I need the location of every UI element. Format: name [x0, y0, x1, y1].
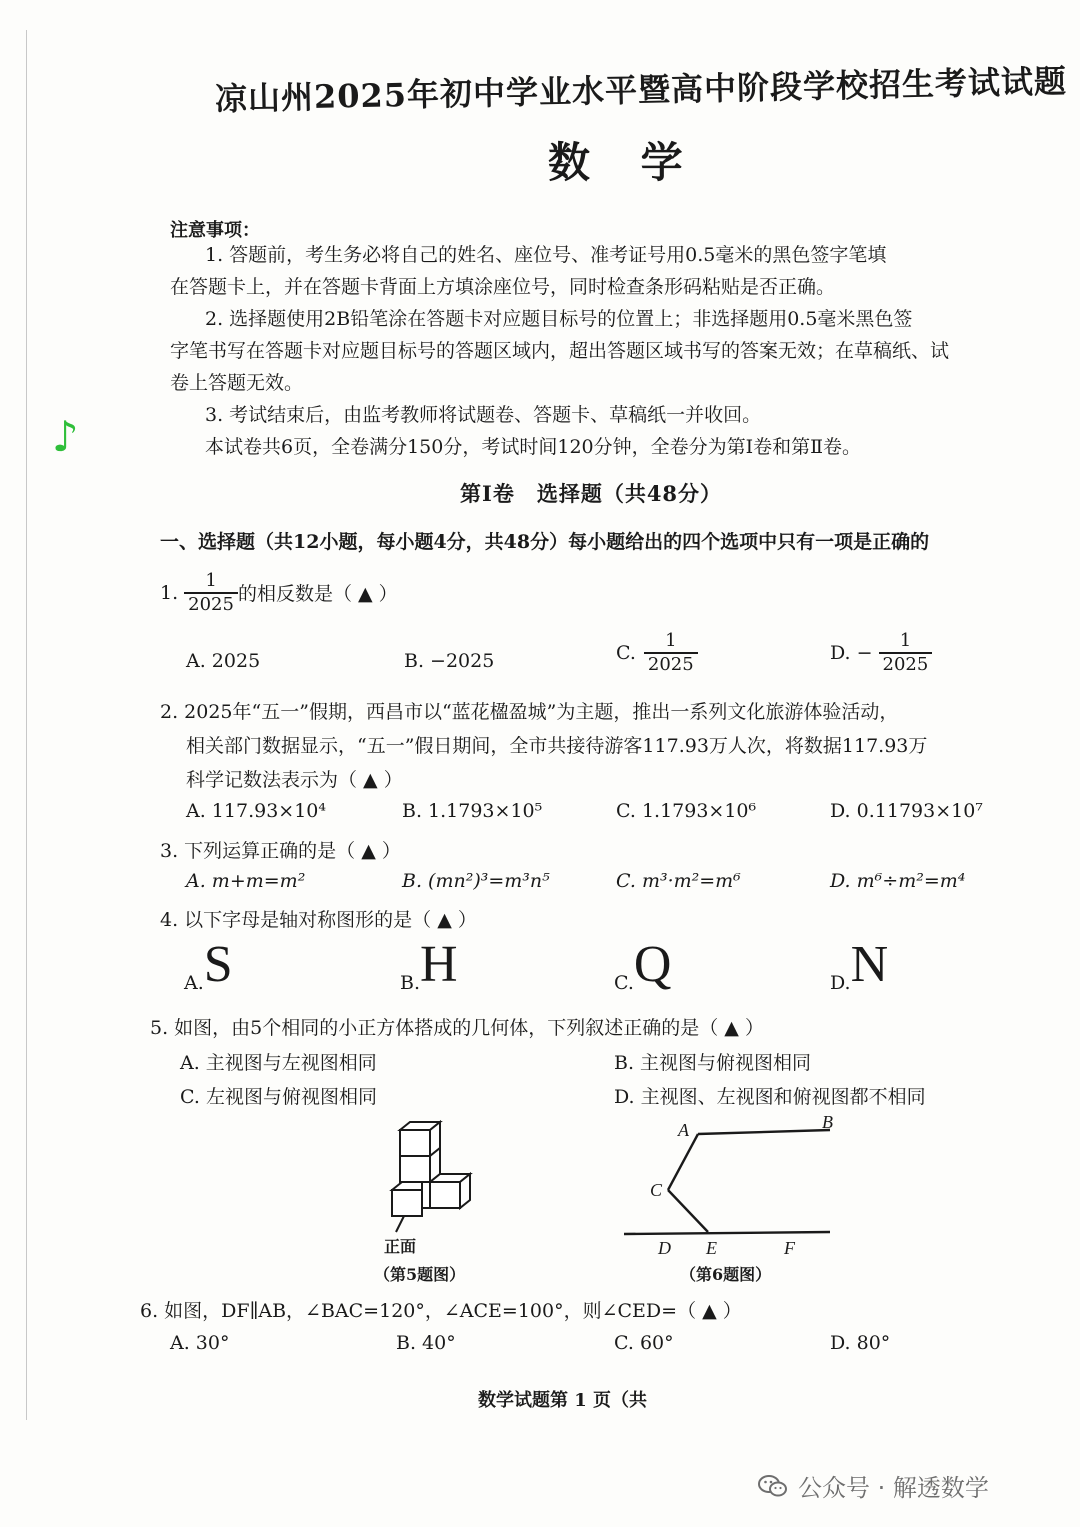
line-ac: [668, 1134, 698, 1190]
q1-option-a: A. 2025: [186, 650, 261, 672]
q5-option-b: B. 主视图与俯视图相同: [614, 1052, 812, 1074]
section-instructions: 一、选择题（共12小题，每小题4分，共48分）每小题给出的四个选项中只有一项是正确的: [160, 531, 930, 553]
q5-option-c: C. 左视图与俯视图相同: [180, 1086, 377, 1108]
q1-option-b: B. −2025: [404, 650, 495, 672]
q3-option-d: D. m⁶÷m²=m⁴: [830, 870, 966, 892]
question-text: 的相反数是（ ▲ ）: [237, 583, 398, 606]
figure-6-diagram: [620, 1114, 840, 1260]
q4-option-d: D. N: [830, 936, 889, 994]
question-5-stem: 5. 如图，由5个相同的小正方体搭成的几何体，下列叙述正确的是（ ▲ ）: [150, 1017, 764, 1039]
note-line: 本试卷共6页，全卷满分150分，考试时间120分钟，全卷分为第Ⅰ卷和第Ⅱ卷。: [205, 436, 862, 458]
question-number: 1.: [160, 581, 179, 604]
exam-title: 凉山州2025年初中学业水平暨高中阶段学校招生考试试题: [214, 62, 1068, 118]
q2-option-d: D. 0.11793×10⁷: [830, 800, 983, 822]
q3-option-b: B. (mn²)³=m³n⁵: [402, 870, 550, 892]
footer-fade: [700, 1380, 1060, 1416]
subject-title: 数 学: [548, 138, 701, 187]
q4-option-c: C. Q: [614, 936, 672, 994]
question-6-stem: 6. 如图，DF∥AB，∠BAC=120°，∠ACE=100°，则∠CED=（ ▲ ）: [140, 1300, 742, 1322]
line-ab: [698, 1130, 830, 1134]
q2-option-c: C. 1.1793×10⁶: [616, 800, 757, 822]
figure-5-caption: （第5题图）: [374, 1265, 466, 1284]
point-label-a: A: [678, 1120, 689, 1140]
fraction: $\frac{1}{2025}$: [184, 572, 238, 614]
front-view-label: 正面: [384, 1237, 417, 1256]
section-title: 第Ⅰ卷 选择题（共48分）: [460, 481, 723, 506]
binding-margin-line: [26, 30, 27, 1420]
fraction: $\frac{1}{2025}$: [879, 632, 933, 674]
q4-option-b: B. H: [400, 936, 458, 994]
note-line: 3. 考试结束后，由监考教师将试题卷、答题卡、草稿纸一并收回。: [205, 404, 762, 426]
point-label-d: D: [658, 1238, 671, 1258]
q5-option-a: A. 主视图与左视图相同: [180, 1052, 377, 1074]
q6-option-a: A. 30°: [170, 1332, 230, 1354]
watermark: [758, 1468, 989, 1503]
note-line: 在答题卡上，并在答题卡背面上方填涂座位号，同时检查条形码粘贴是否正确。: [170, 276, 836, 298]
q6-option-d: D. 80°: [830, 1332, 891, 1354]
question-2-line: 2. 2025年“五一”假期，西昌市以“蓝花楹盈城”为主题，推出一系列文化旅游体验活动，: [160, 701, 899, 723]
front-arrow-line: [396, 1216, 404, 1232]
q1-option-c: C. $\frac{1}{2025}$: [616, 632, 698, 674]
q3-option-a: A. m+m=m²: [186, 870, 306, 892]
point-label-f: F: [784, 1238, 795, 1258]
q2-option-a: A. 117.93×10⁴: [186, 800, 326, 822]
music-note-icon: ♪: [52, 412, 79, 461]
question-3-stem: 3. 下列运算正确的是（ ▲ ）: [160, 840, 401, 862]
q3-option-c: C. m³·m²=m⁶: [616, 870, 741, 892]
notes-heading: 注意事项：: [170, 220, 260, 241]
note-line: 1. 答题前，考生务必将自己的姓名、座位号、准考证号用0.5毫米的黑色签字笔填: [205, 244, 887, 266]
note-line: 卷上答题无效。: [170, 372, 304, 394]
question-2-line: 科学记数法表示为（ ▲ ）: [186, 769, 403, 791]
q2-option-b: B. 1.1793×10⁵: [402, 800, 543, 822]
q4-option-a: A. S: [184, 936, 233, 994]
note-line: 2. 选择题使用2B铅笔涂在答题卡对应题目标号的位置上；非选择题用0.5毫米黑色签: [205, 308, 913, 330]
point-label-c: C: [650, 1180, 663, 1200]
figure-6-caption: （第6题图）: [680, 1265, 772, 1284]
q6-option-c: C. 60°: [614, 1332, 674, 1354]
fraction: $\frac{1}{2025}$: [644, 632, 698, 674]
line-df: [624, 1232, 830, 1234]
page-footer: 数学试题第 1 页（共: [478, 1390, 648, 1411]
note-line: 字笔书写在答题卡对应题目标号的答题区域内，超出答题区域书写的答案无效；在草稿纸、试: [170, 340, 950, 362]
q5-option-d: D. 主视图、左视图和俯视图都不相同: [614, 1086, 926, 1108]
point-label-e: E: [706, 1238, 717, 1258]
question-2-line: 相关部门数据显示，“五一”假日期间，全市共接待游客117.93万人次，将数据117.93万: [186, 735, 928, 757]
point-label-b: B: [822, 1114, 833, 1132]
question-4-stem: 4. 以下字母是轴对称图形的是（ ▲ ）: [160, 909, 477, 931]
question-1-stem: [160, 572, 398, 614]
q1-option-d: D. − $\frac{1}{2025}$: [830, 632, 932, 674]
line-ce: [668, 1190, 708, 1232]
wechat-logo-icon: [758, 1474, 788, 1498]
watermark-text: 公众号 · 解透数学: [798, 1474, 989, 1502]
q6-option-b: B. 40°: [396, 1332, 456, 1354]
